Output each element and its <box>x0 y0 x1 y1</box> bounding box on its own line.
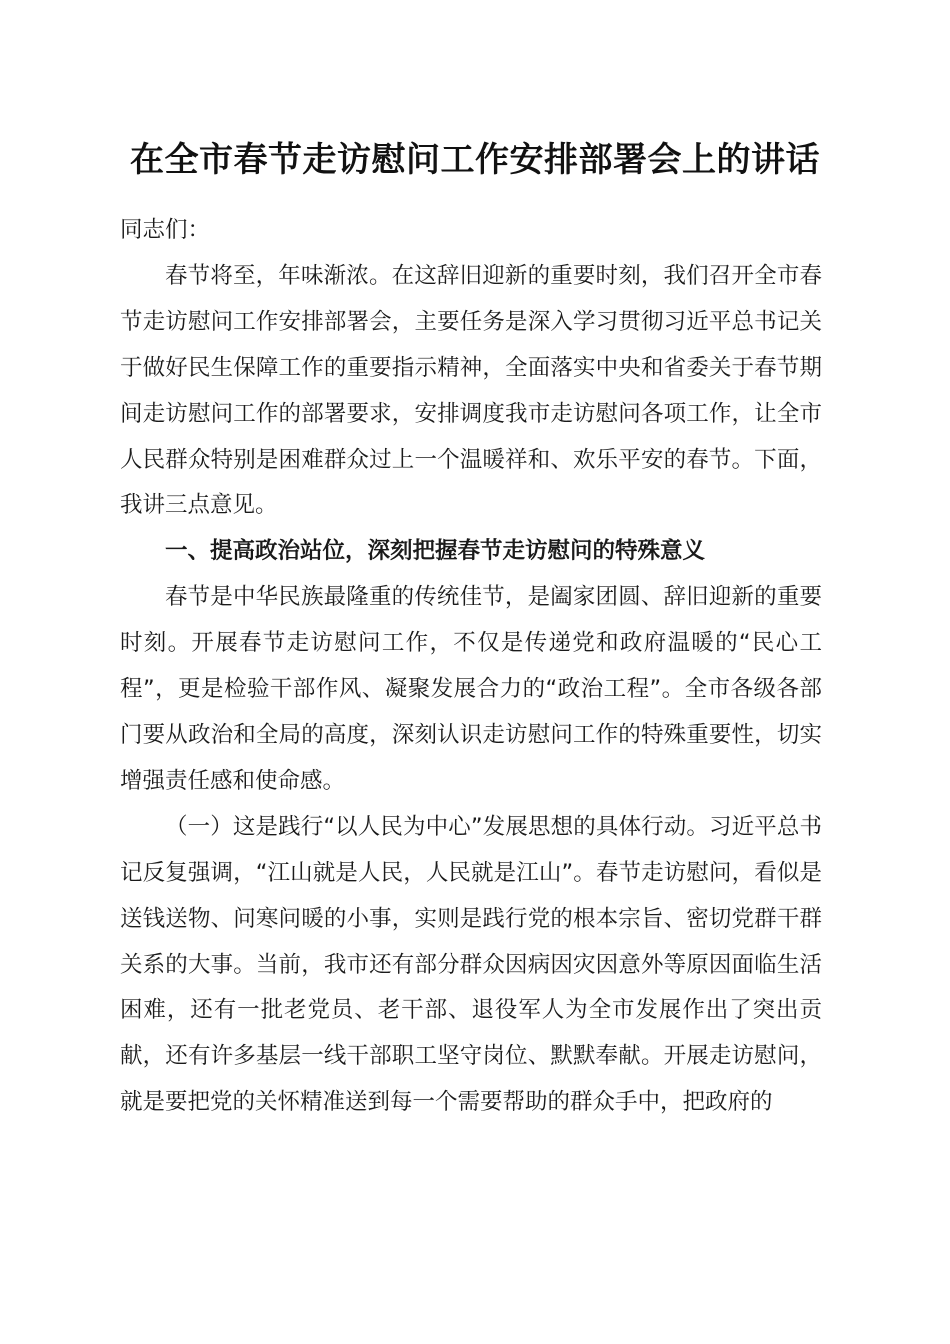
paragraph-section-1: 春节是中华民族最隆重的传统佳节，是阖家团圆、辞旧迎新的重要时刻。开展春节走访慰问工作，不仅是传递党和政府温暖的“民心工程”，更是检验干部作风、凝聚发展合力的“政治工程”。全市各级各部门要从政治和全局的高度，深刻认识走访慰问工作的特殊重要性，切实增强责任感和使命感。 <box>120 584 822 794</box>
salutation: 同志们： <box>120 217 211 243</box>
section-heading-1: 一、提高政治站位，深刻把握春节走访慰问的特殊意义 <box>165 538 706 565</box>
document-body <box>120 208 822 1126</box>
document-title: 在全市春节走访慰问工作安排部署会上的讲话 <box>130 140 820 180</box>
paragraph-subsection-1: （一）这是践行“以人民为中心”发展思想的具体行动。习近平总书记反复强调，“江山就是人民，人民就是江山”。春节走访慰问，看似是送钱送物、问寒问暖的小事，实则是践行党的根本宗旨、密切党群干群关系的大事。当前，我市还有部分群众因病因灾因意外等原因面临生活困难，还有一批老党员、老干部、退役军人为全市发展作出了突出贡献，还有许多基层一线干部职工坚守岗位、默默奉献。开展走访慰问，就是要把党的关怀精准送到每一个需要帮助的群众手中，把政府的 <box>120 813 822 1116</box>
paragraph-intro: 春节将至，年味渐浓。在这辞旧迎新的重要时刻，我们召开全市春节走访慰问工作安排部署会，主要任务是深入学习贯彻习近平总书记关于做好民生保障工作的重要指示精神，全面落实中央和省委关于春节期间走访慰问工作的部署要求，安排调度我市走访慰问各项工作，让全市人民群众特别是困难群众过上一个温暖祥和、欢乐平安的春节。下面，我讲三点意见。 <box>120 262 822 519</box>
